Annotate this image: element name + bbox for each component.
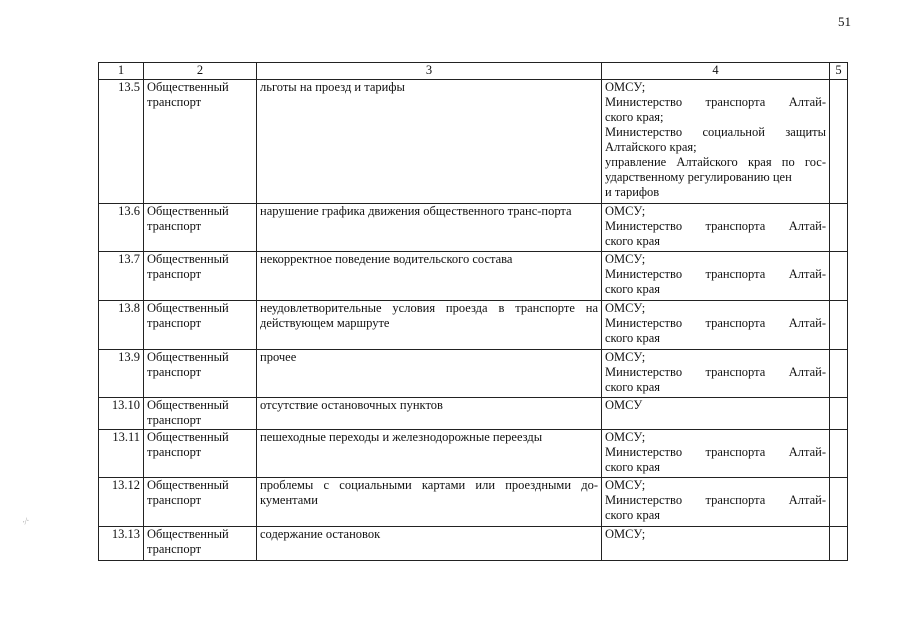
row-category: Общественный транспорт [144, 430, 257, 478]
responsible-line: управление Алтайского края по гос- [605, 155, 826, 169]
responsible-line: ОМСУ; [605, 252, 646, 266]
responsible-line: Министерство социальной защиты [605, 125, 826, 139]
row-description: отсутствие остановочных пунктов [257, 398, 602, 430]
responsible-line: ского края; [605, 110, 664, 124]
responsible-line: ского края [605, 331, 661, 345]
row-number: 13.11 [99, 430, 144, 478]
row-description: нарушение графика движения общественного транс-порта [257, 204, 602, 252]
responsible-line: ОМСУ; [605, 478, 646, 492]
row-category: Общественный транспорт [144, 80, 257, 204]
row-col5 [830, 478, 848, 527]
row-category: Общественный транспорт [144, 478, 257, 527]
row-col5 [830, 301, 848, 350]
responsible-line: Министерство транспорта Алтай- [605, 95, 826, 109]
regulation-table [98, 62, 848, 561]
row-category: Общественный транспорт [144, 252, 257, 301]
page-number: 51 [838, 14, 851, 29]
row-number: 13.10 [99, 398, 144, 430]
row-responsible [602, 301, 830, 350]
responsible-line: ОМСУ [605, 398, 643, 412]
responsible-line: Министерство транспорта Алтай- [605, 267, 826, 281]
row-number: 13.8 [99, 301, 144, 350]
responsible-line: ОМСУ; [605, 430, 646, 444]
table-row [99, 252, 848, 301]
row-number: 13.9 [99, 350, 144, 398]
scan-artifact-mark: ·⁄· [20, 515, 31, 527]
responsible-line: ОМСУ; [605, 301, 646, 315]
row-col5 [830, 204, 848, 252]
row-number: 13.5 [99, 80, 144, 204]
responsible-line: ского края [605, 380, 661, 394]
responsible-line: и тарифов [605, 185, 660, 199]
header-col-2: 2 [144, 63, 257, 80]
row-col5 [830, 350, 848, 398]
table-row [99, 398, 848, 430]
responsible-line: Министерство транспорта Алтай- [605, 365, 826, 379]
header-col-3: 3 [257, 63, 602, 80]
row-description: льготы на проезд и тарифы [257, 80, 602, 204]
responsible-line: Министерство транспорта Алтай- [605, 493, 826, 507]
table-row [99, 430, 848, 478]
table-row [99, 301, 848, 350]
row-col5 [830, 80, 848, 204]
responsible-line: ского края [605, 508, 661, 522]
row-responsible [602, 527, 830, 561]
row-responsible [602, 350, 830, 398]
responsible-line: ОМСУ; [605, 350, 646, 364]
table-row [99, 80, 848, 204]
table-body [99, 80, 848, 561]
row-responsible [602, 252, 830, 301]
row-description: прочее [257, 350, 602, 398]
row-responsible [602, 398, 830, 430]
row-col5 [830, 252, 848, 301]
responsible-line: ОМСУ; [605, 204, 646, 218]
table-row [99, 527, 848, 561]
row-category: Общественный транспорт [144, 301, 257, 350]
row-category: Общественный транспорт [144, 527, 257, 561]
responsible-line: Министерство транспорта Алтай- [605, 445, 826, 459]
row-description: неудовлетворительные условия проезда в транспорте на действующем маршруте [257, 301, 602, 350]
header-col-1: 1 [99, 63, 144, 80]
row-description: некорректное поведение водительского состава [257, 252, 602, 301]
responsible-line: ского края [605, 234, 661, 248]
table-header-row [99, 63, 848, 80]
responsible-line: ОМСУ; [605, 527, 646, 541]
row-description: содержание остановок [257, 527, 602, 561]
row-category: Общественный транспорт [144, 350, 257, 398]
row-responsible [602, 430, 830, 478]
row-number: 13.6 [99, 204, 144, 252]
row-category: Общественный транспорт [144, 398, 257, 430]
responsible-line: ского края [605, 282, 661, 296]
header-col-5: 5 [830, 63, 848, 80]
header-col-4: 4 [602, 63, 830, 80]
row-number: 13.12 [99, 478, 144, 527]
row-number: 13.13 [99, 527, 144, 561]
table-row [99, 350, 848, 398]
responsible-line: ударственному регулированию цен [605, 170, 792, 184]
row-responsible [602, 204, 830, 252]
table-row [99, 478, 848, 527]
table-row [99, 204, 848, 252]
responsible-line: ского края [605, 460, 661, 474]
row-col5 [830, 527, 848, 561]
responsible-line: Министерство транспорта Алтай- [605, 219, 826, 233]
row-description: проблемы с социальными картами или проездными до-кументами [257, 478, 602, 527]
row-category: Общественный транспорт [144, 204, 257, 252]
row-responsible [602, 80, 830, 204]
row-responsible [602, 478, 830, 527]
row-number: 13.7 [99, 252, 144, 301]
row-col5 [830, 398, 848, 430]
responsible-line: Алтайского края; [605, 140, 697, 154]
responsible-line: Министерство транспорта Алтай- [605, 316, 826, 330]
row-description: пешеходные переходы и железнодорожные переезды [257, 430, 602, 478]
row-col5 [830, 430, 848, 478]
responsible-line: ОМСУ; [605, 80, 646, 94]
